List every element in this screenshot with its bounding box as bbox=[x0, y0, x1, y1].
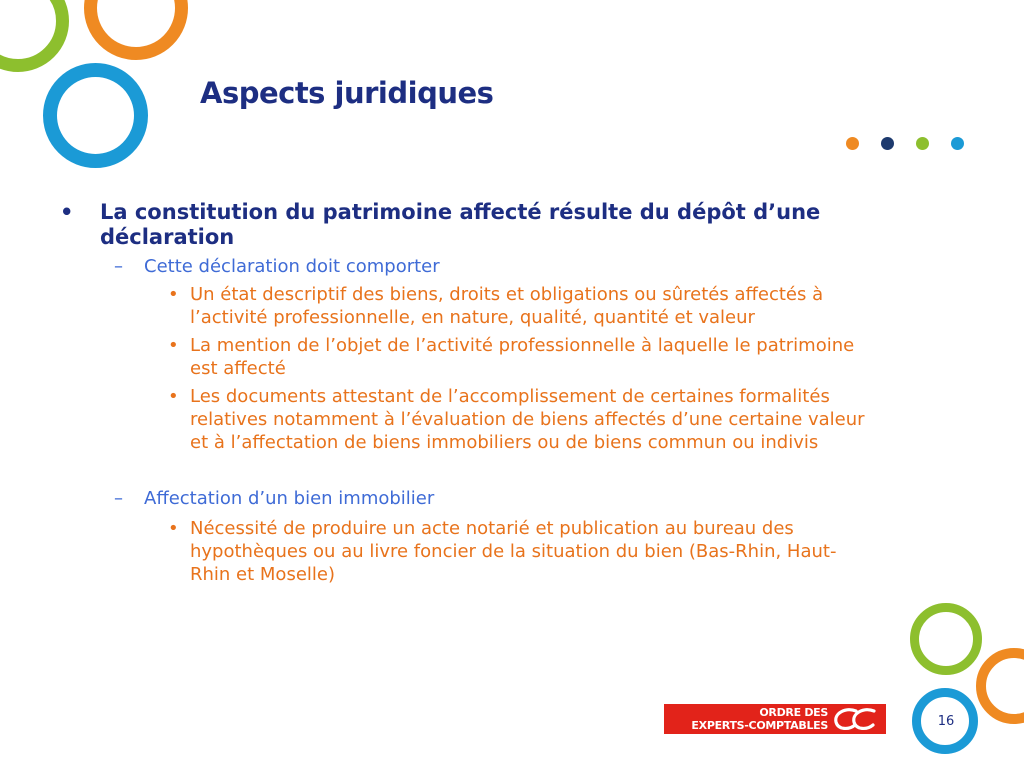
list-item bbox=[168, 334, 870, 380]
orange-ring-decoration bbox=[84, 0, 188, 60]
navy-dot-decoration bbox=[881, 137, 894, 150]
bullet-marker: • bbox=[60, 200, 74, 224]
blue-ring-decoration bbox=[43, 63, 148, 168]
logo-line-2: EXPERTS-COMPTABLES bbox=[691, 719, 828, 732]
dash-marker: – bbox=[114, 256, 123, 277]
sub-bullet-text: Cette déclaration doit comporter bbox=[144, 256, 440, 277]
green-dot-decoration bbox=[916, 137, 929, 150]
list-item bbox=[168, 517, 870, 586]
green-ring-decoration bbox=[0, 0, 69, 72]
bullet-marker: • bbox=[168, 335, 179, 356]
list-item-text: Un état descriptif des biens, droits et obligations ou sûretés affectés à l’activité professionnelle, en nature, qualité, quantité et valeur bbox=[190, 284, 824, 328]
green-ring-decoration bbox=[910, 603, 982, 675]
bullet-marker: • bbox=[168, 284, 179, 305]
dash-marker: – bbox=[114, 488, 123, 509]
list-item bbox=[168, 385, 870, 454]
blue-dot-decoration bbox=[951, 137, 964, 150]
main-bullet-text: La constitution du patrimoine affecté résulte du dépôt d’une déclaration bbox=[100, 200, 821, 249]
bullet-marker: • bbox=[168, 518, 179, 539]
logo-line-1: ORDRE DES bbox=[759, 706, 828, 719]
slide-title: Aspects juridiques bbox=[200, 76, 494, 110]
orange-ring-decoration bbox=[976, 648, 1024, 724]
page-number: 16 bbox=[937, 714, 955, 729]
sub-bullet-immobilier bbox=[114, 487, 880, 511]
list-item bbox=[168, 283, 870, 329]
sub-bullet-declaration bbox=[114, 255, 880, 279]
list-item-text: La mention de l’objet de l’activité professionnelle à laquelle le patrimoine est affecté bbox=[190, 335, 855, 379]
list-item-text: Nécessité de produire un acte notarié et publication au bureau des hypothèques ou au livre foncier de la situation du bien (Bas-Rhin, Haut-Rhin et Moselle) bbox=[190, 518, 837, 585]
bullet-marker: • bbox=[168, 386, 179, 407]
list-item-text: Les documents attestant de l’accomplissement de certaines formalités relatives notamment à l’évaluation de biens affectés d’une certaine valeur et à l’affectation de biens immobiliers ou de biens commun ou indivis bbox=[190, 386, 865, 453]
logo-mark-icon bbox=[830, 705, 882, 733]
ordre-experts-comptables-logo bbox=[664, 704, 886, 734]
orange-dot-decoration bbox=[846, 137, 859, 150]
logo-text bbox=[670, 706, 828, 732]
slide-body bbox=[60, 200, 880, 586]
sub-bullet-text: Affectation d’un bien immobilier bbox=[144, 488, 435, 509]
main-bullet bbox=[60, 200, 860, 250]
